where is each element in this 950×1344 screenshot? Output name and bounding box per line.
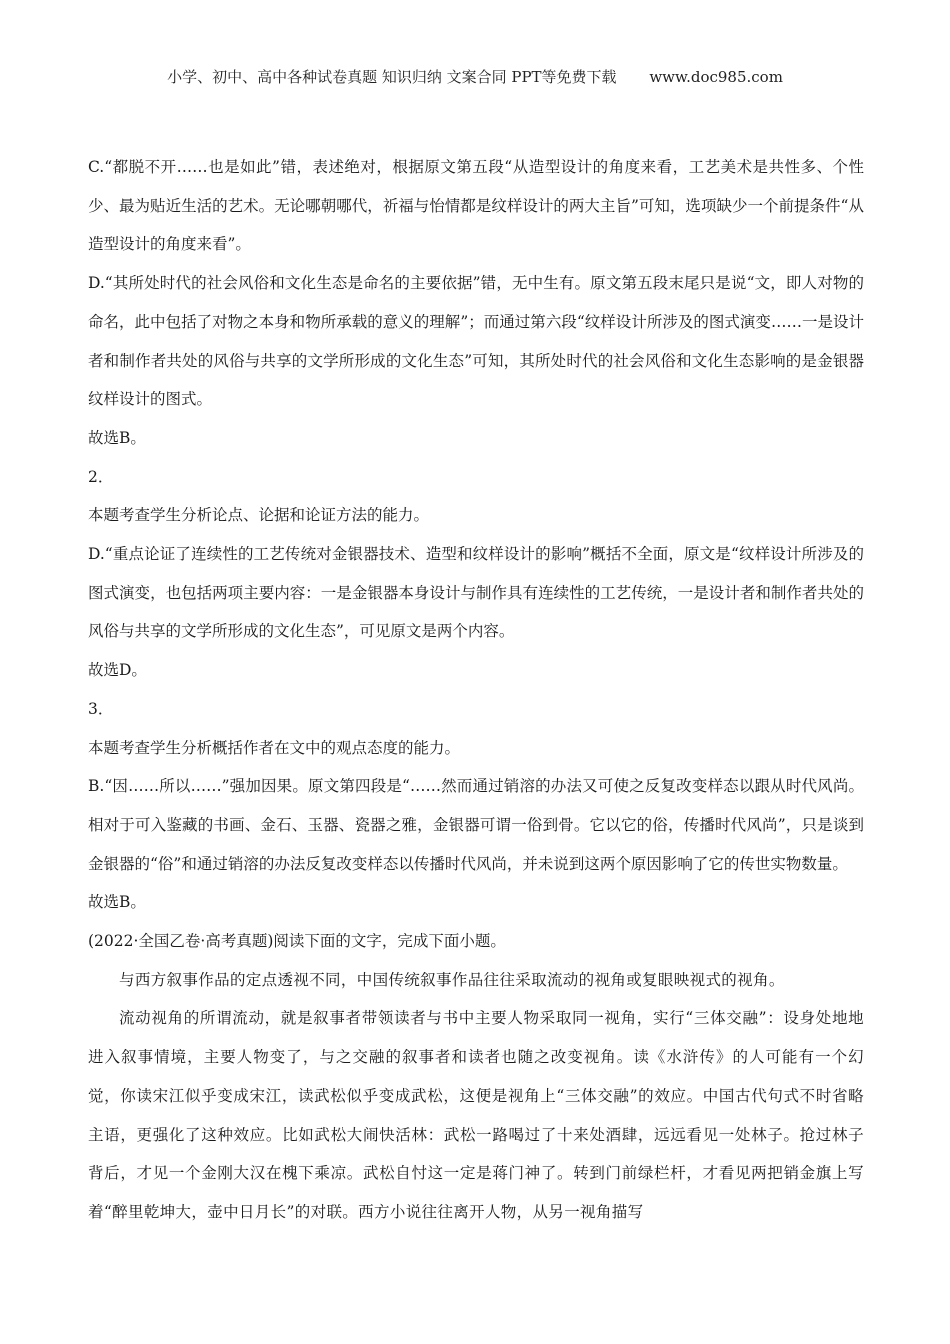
exam-source-heading: (2022·全国乙卷·高考真题)阅读下面的文字，完成下面小题。: [88, 932, 506, 951]
answer-q1: 故选B。: [88, 428, 146, 447]
question-number-2: 2．: [88, 467, 114, 486]
q2-focus: 本题考查学生分析论点、论据和论证方法的能力。: [88, 506, 430, 525]
document-body: [88, 148, 864, 1232]
header-site-link[interactable]: www.doc985.com: [649, 68, 783, 86]
header-text: 小学、初中、高中各种试卷真题 知识归纳 文案合同 PPT等免费下载: [167, 68, 617, 86]
q2-option-d: D.“重点论证了连续性的工艺传统对金银器技术、造型和纹样设计的影响”概括不全面，原文是“纹样设计所涉及的图式演变，也包括两项主要内容：一是金银器本身设计与制作具有连续性的工艺传统，一是设计者和制作者共处的风俗与共享的文学所形成的文化生态”，可见原文是两个内容。: [88, 545, 864, 641]
passage-paragraph-2: 流动视角的所谓流动，就是叙事者带领读者与书中主要人物采取同一视角，实行“三体交融”：设身处地地进入叙事情境，主要人物变了，与之交融的叙事者和读者也随之改变视角。读《水浒传》的人可能有一个幻觉，你读宋江似乎变成宋江，读武松似乎变成武松，这便是视角上“三体交融”的效应。中国古代句式不时省略主语，更强化了这种效应。比如武松大闹快活林：武松一路喝过了十来处酒肆，远远看见一处林子。抢过林子背后，才见一个金刚大汉在槐下乘凉。武松自忖这一定是蒋门神了。转到门前绿栏杆，才看见两把销金旗上写着“醉里乾坤大，壶中日月长”的对联。西方小说往往离开人物，从另一视角描写: [88, 1009, 864, 1221]
q3-option-b: B.“因……所以……”强加因果。原文第四段是“……然而通过销溶的办法又可使之反复改变样态以跟从时代风尚。相对于可入鉴藏的书画、金石、玉器、瓷器之雅，金银器可谓一俗到骨。它以它的俗，传播时代风尚”，只是谈到金银器的“俗”和通过销溶的办法反复改变样态以传播时代风尚，并未说到这两个原因影响了它的传世实物数量。: [88, 777, 864, 873]
paragraph-option-d: D.“其所处时代的社会风俗和文化生态是命名的主要依据”错，无中生有。原文第五段末尾只是说“文，即人对物的命名，此中包括了对物之本身和物所承载的意义的理解”；而通过第六段“纹样设计所涉及的图式演变……一是设计者和制作者共处的风俗与共享的文学所形成的文化生态”可知，其所处时代的社会风俗和文化生态影响的是金银器纹样设计的图式。: [88, 274, 864, 409]
passage-paragraph-1: 与西方叙事作品的定点透视不同，中国传统叙事作品往往采取流动的视角或复眼映视式的视角。: [119, 970, 785, 989]
page-header: [0, 66, 950, 87]
question-number-3: 3．: [88, 699, 114, 718]
q3-focus: 本题考查学生分析概括作者在文中的观点态度的能力。: [88, 738, 461, 757]
answer-q3: 故选B。: [88, 893, 146, 912]
answer-q2: 故选D。: [88, 661, 147, 680]
paragraph-option-c: C.“都脱不开……也是如此”错，表述绝对，根据原文第五段“从造型设计的角度来看，工艺美术是共性多、个性少、最为贴近生活的艺术。无论哪朝哪代，祈福与怡情都是纹样设计的两大主旨”可知，选项缺少一个前提条件“从造型设计的角度来看”。: [88, 158, 864, 254]
